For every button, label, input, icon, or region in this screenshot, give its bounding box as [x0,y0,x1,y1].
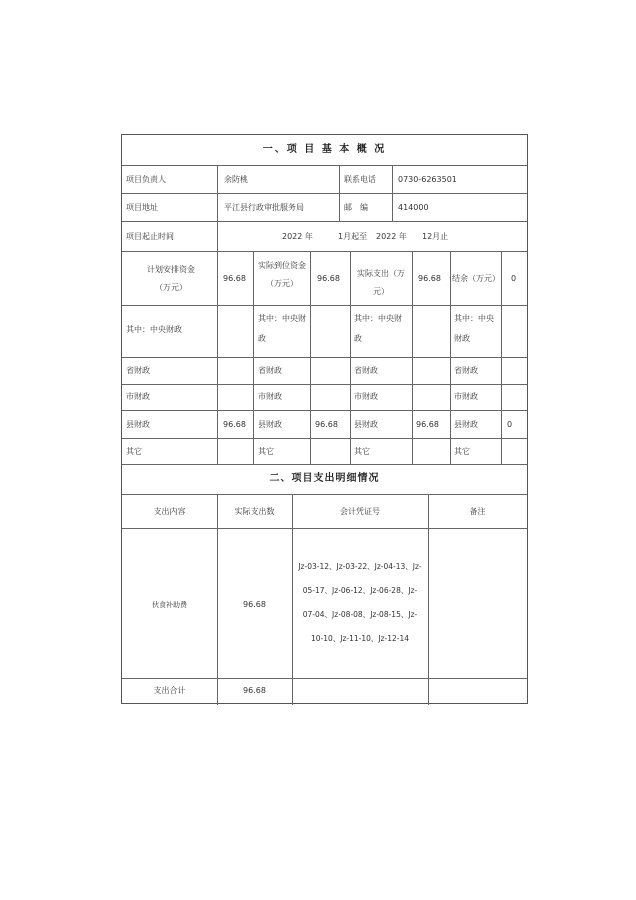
row-province-c3: 省财政 [258,366,282,375]
row-other-c5: 其它 [354,447,370,456]
phone-value: 0730-6263501 [398,175,457,184]
table-rule [122,410,527,411]
address-label: 项目地址 [126,203,158,212]
table-rule [392,165,393,221]
table-rule [122,494,527,495]
table-rule [428,494,429,705]
section2-title: 二、项目支出明细情况 [269,473,380,484]
table-rule [253,251,254,464]
header-remark: 备注 [469,507,486,516]
row-county-c5: 县财政 [354,420,378,429]
row-city-c3: 市财政 [258,392,282,401]
project-summary-table [121,134,528,704]
table-rule [339,165,340,221]
balance-label: 结余（万元） [452,274,500,283]
row-county-c4: 96.68 [315,420,338,429]
period-label: 项目起止时间 [126,232,174,241]
address-value: 平江县行政审批服务局 [224,203,304,212]
item-vouchers: Jz-03-12、Jz-03-22、Jz-04-13、Jz-05-17、Jz-06-12、Jz-06-28、Jz-07-04、Jz-08-08、Jz-08-15、Jz-10-10、Jz-11-10、Jz-12-14 [298,562,422,643]
item-content: 伙食补助费 [152,601,187,609]
postcode-label: 邮 编 [344,203,368,212]
table-rule [292,494,293,705]
row-other-c7: 其它 [454,447,470,456]
received-funds-label: 实际到位资金（万元） [258,261,306,288]
item-amount: 96.68 [243,600,266,609]
row-county-c3: 县财政 [258,420,282,429]
row-province-c7: 省财政 [454,366,478,375]
period-end-month: 12月止 [422,232,449,241]
table-rule [122,357,527,358]
header-amount: 实际支出数 [234,507,275,516]
balance-value: 0 [511,274,517,283]
postcode-value: 414000 [398,203,429,212]
period-start-month: 1月起至 [338,232,368,241]
total-amount: 96.68 [243,686,266,695]
table-rule [122,464,527,465]
table-rule [122,528,527,529]
table-rule [122,165,527,166]
leader-label: 项目负责人 [126,175,166,184]
table-rule [217,165,218,251]
row-other-c3: 其它 [258,447,274,456]
table-rule [122,251,527,252]
spent-funds-label: 实际支出（万元） [357,269,405,296]
row-central-c7: 其中：中央财政 [454,314,494,343]
row-other-c1: 其它 [126,447,142,456]
row-central-c5: 其中：中央财政 [354,314,402,343]
row-county-c2: 96.68 [223,420,246,429]
row-county-c1: 县财政 [126,420,150,429]
row-central-c1: 其中：中央财政 [126,325,182,334]
table-rule [310,251,311,464]
table-rule [122,305,527,306]
row-city-c5: 市财政 [354,392,378,401]
row-city-c1: 市财政 [126,392,150,401]
table-rule [217,251,218,464]
received-funds-value: 96.68 [317,274,340,283]
plan-funds-value: 96.68 [223,274,246,283]
table-rule [122,193,527,194]
total-label: 支出合计 [153,686,186,695]
table-rule [122,384,527,385]
table-rule [450,251,451,464]
table-rule [501,251,502,464]
table-rule [122,438,527,439]
row-province-c1: 省财政 [126,366,150,375]
table-rule [350,251,351,464]
leader-value: 余防桃 [224,175,248,184]
period-end-year: 2022 年 [376,232,407,241]
phone-label: 联系电话 [344,175,376,184]
section1-title: 一、项 目 基 本 概 况 [262,144,387,155]
row-city-c7: 市财政 [454,392,478,401]
period-start-year: 2022 年 [282,232,313,241]
table-rule [412,251,413,464]
plan-funds-label: 计划安排资金（万元） [147,265,195,292]
spent-funds-value: 96.68 [418,274,441,283]
row-county-c8: 0 [507,420,513,429]
header-content: 支出内容 [153,507,186,516]
row-county-c6: 96.68 [416,420,439,429]
row-central-c3: 其中：中央财政 [258,314,306,343]
row-province-c5: 省财政 [354,366,378,375]
table-rule [122,221,527,222]
table-rule [122,678,527,679]
row-county-c7: 县财政 [454,420,478,429]
header-voucher: 会计凭证号 [340,507,380,516]
